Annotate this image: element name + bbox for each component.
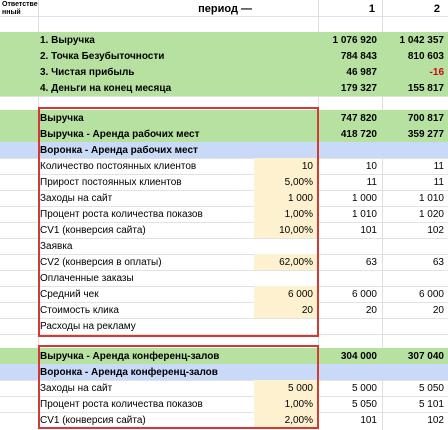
summary-value-2[interactable]: 155 817 <box>407 82 444 94</box>
value-1[interactable]: 11 <box>366 176 377 188</box>
corner-label: Ответственный <box>2 1 38 16</box>
table-row[interactable] <box>0 318 448 334</box>
summary-value-1[interactable]: 179 327 <box>340 82 377 94</box>
value-2[interactable] <box>382 318 448 334</box>
summary-label: 2. Точка Безубыточности <box>40 50 165 62</box>
table-row[interactable] <box>0 412 448 428</box>
value-1[interactable]: 6 000 <box>351 288 377 300</box>
grid-line <box>0 334 448 335</box>
value-1[interactable]: 418 720 <box>340 128 377 140</box>
summary-value-2[interactable]: 810 603 <box>407 50 444 62</box>
value-2[interactable]: 359 277 <box>407 128 444 140</box>
value-1[interactable]: 101 <box>360 224 377 236</box>
value-1[interactable]: 1 000 <box>351 192 377 204</box>
input-cell[interactable]: 2,00% <box>254 412 318 428</box>
value-1[interactable]: 304 000 <box>340 350 377 362</box>
table-row[interactable] <box>0 238 448 254</box>
summary-value-1[interactable]: 46 987 <box>346 66 377 78</box>
value-2[interactable]: 102 <box>427 414 444 426</box>
row-label: Заявка <box>40 240 73 252</box>
value-1[interactable]: 5 050 <box>351 398 377 410</box>
value-2[interactable]: 11 <box>433 176 444 188</box>
table-row[interactable] <box>0 270 448 286</box>
row-label: CV1 (конверсия сайта) <box>40 414 146 426</box>
row-label: Прирост постоянных клиентов <box>40 176 182 188</box>
period-header <box>38 0 318 18</box>
value-1[interactable] <box>318 270 382 286</box>
value-2[interactable] <box>382 270 448 286</box>
value-2[interactable]: 63 <box>432 256 444 268</box>
value-2[interactable]: 5 050 <box>418 382 444 394</box>
value-1[interactable]: 63 <box>365 256 377 268</box>
period-label: период — <box>198 3 252 15</box>
value-2[interactable]: 102 <box>427 224 444 236</box>
value-2[interactable]: 20 <box>432 304 444 316</box>
value-1[interactable] <box>318 318 382 334</box>
value-1[interactable]: 101 <box>360 414 377 426</box>
summary-value-1[interactable]: 784 843 <box>340 50 377 62</box>
input-cell[interactable]: 20 <box>254 302 318 318</box>
header-row <box>0 0 448 18</box>
summary-label: 4. Деньги на конец месяца <box>40 82 172 94</box>
value-2[interactable]: 5 101 <box>418 398 444 410</box>
row-label: CV1 (конверсия сайта) <box>40 224 146 236</box>
value-2[interactable] <box>382 238 448 254</box>
input-cell[interactable] <box>254 270 318 286</box>
table-row[interactable] <box>0 254 448 270</box>
value-2[interactable]: 1 010 <box>418 192 444 204</box>
row-label: Средний чек <box>40 288 99 300</box>
row-label: Количество постоянных клиентов <box>40 160 197 172</box>
row-label: CV2 (конверсия в оплаты) <box>40 256 162 268</box>
value-1[interactable]: 10 <box>365 160 377 172</box>
conference-funnel-title-row[interactable] <box>0 364 448 380</box>
row-label: Выручка <box>40 112 84 124</box>
table-row[interactable] <box>0 190 448 206</box>
row-label: Оплаченные заказы <box>40 272 134 284</box>
value-2[interactable]: 307 040 <box>407 350 444 362</box>
row-label: Выручка - Аренда рабочих мест <box>40 128 200 140</box>
table-row[interactable] <box>0 396 448 412</box>
input-cell[interactable]: 5,00% <box>254 174 318 190</box>
row-label: Расходы на рекламу <box>40 320 136 332</box>
table-row[interactable] <box>0 302 448 318</box>
funnel-title: Воронка - Аренда рабочих мест <box>40 144 198 156</box>
row-label: Заходы на сайт <box>40 192 113 204</box>
row-label: Заходы на сайт <box>40 382 113 394</box>
table-row[interactable] <box>0 286 448 302</box>
input-cell[interactable]: 1,00% <box>254 396 318 412</box>
row-label: Процент роста количества показов <box>40 208 203 220</box>
value-1[interactable]: 20 <box>365 304 377 316</box>
table-row[interactable] <box>0 380 448 396</box>
input-cell[interactable]: 10,00% <box>254 222 318 238</box>
summary-row-breakeven[interactable] <box>0 48 448 64</box>
table-row[interactable] <box>0 158 448 174</box>
table-row[interactable] <box>0 206 448 222</box>
corner-cell <box>0 0 38 18</box>
summary-row-net-profit[interactable] <box>0 64 448 80</box>
summary-row-revenue[interactable] <box>0 32 448 48</box>
summary-value-2[interactable]: 1 042 357 <box>399 34 444 46</box>
row-label: Выручка - Аренда конференц-залов <box>40 350 220 362</box>
input-cell[interactable] <box>254 318 318 334</box>
row-label: Стоимость клика <box>40 304 119 316</box>
summary-value-1[interactable]: 1 076 920 <box>332 34 377 46</box>
workspace-funnel-title-row[interactable] <box>0 142 448 158</box>
summary-value-2[interactable]: -16 <box>429 66 444 78</box>
input-cell[interactable]: 1,00% <box>254 206 318 222</box>
workspace-rent-revenue-row[interactable] <box>0 126 448 142</box>
conference-rent-revenue-row[interactable] <box>0 348 448 364</box>
input-cell[interactable]: 10 <box>254 158 318 174</box>
input-cell[interactable]: 5 000 <box>254 380 318 396</box>
value-2[interactable]: 6 000 <box>418 288 444 300</box>
col-header-1[interactable] <box>318 0 382 18</box>
input-cell[interactable] <box>254 238 318 254</box>
summary-row-cash-end[interactable] <box>0 80 448 96</box>
value-2[interactable]: 700 817 <box>407 112 444 124</box>
value-1[interactable]: 747 820 <box>340 112 377 124</box>
col-header-1-label: 1 <box>368 3 375 15</box>
input-cell[interactable]: 1 000 <box>254 190 318 206</box>
input-cell[interactable]: 62,00% <box>254 254 318 270</box>
value-1[interactable]: 5 000 <box>351 382 377 394</box>
grid-line <box>0 96 448 97</box>
row-label: Процент роста количества показов <box>40 398 203 410</box>
value-2[interactable]: 1 020 <box>418 208 444 220</box>
value-2[interactable]: 11 <box>433 160 444 172</box>
summary-label: 3. Чистая прибыль <box>40 66 135 78</box>
value-1[interactable] <box>318 238 382 254</box>
table-row[interactable] <box>0 222 448 238</box>
table-row[interactable] <box>0 174 448 190</box>
value-1[interactable]: 1 010 <box>351 208 377 220</box>
col-header-2[interactable] <box>382 0 448 18</box>
input-cell[interactable]: 6 000 <box>254 286 318 302</box>
revenue-row[interactable] <box>0 110 448 126</box>
summary-label: 1. Выручка <box>40 34 95 46</box>
col-header-2-label: 2 <box>433 3 440 15</box>
funnel-title: Воронка - Аренда конференц-залов <box>40 366 218 378</box>
